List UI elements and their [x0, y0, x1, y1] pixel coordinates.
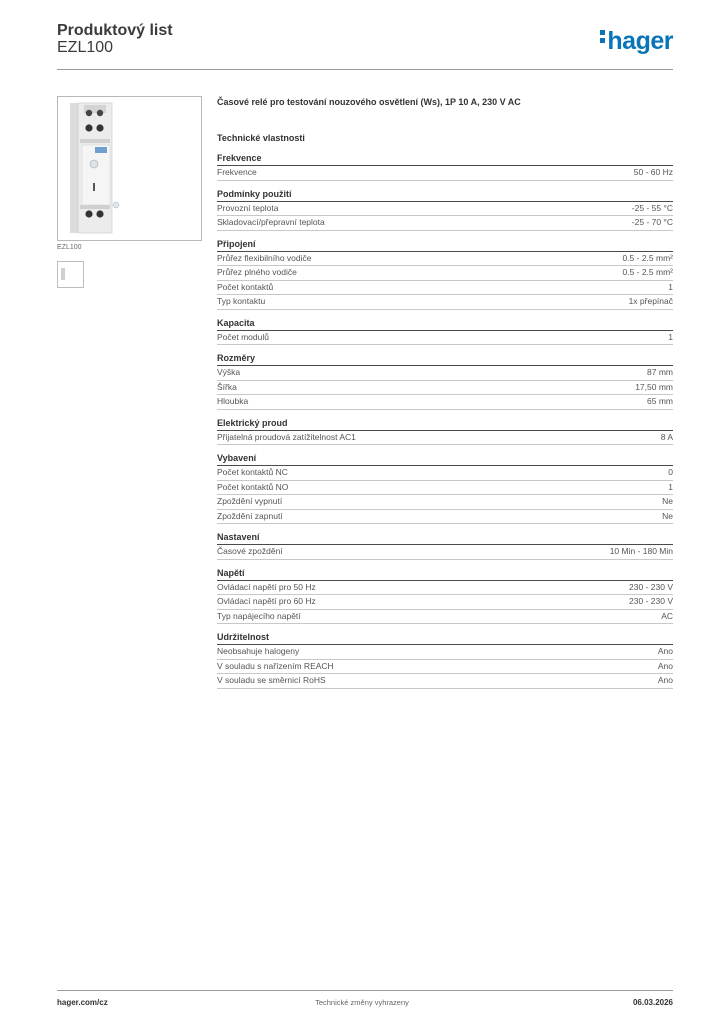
spec-group [217, 352, 673, 410]
spec-group-title: Udržitelnost [217, 631, 673, 645]
spec-label: Výška [217, 367, 241, 377]
page-header [57, 20, 673, 70]
spec-group-title: Kapacita [217, 317, 673, 331]
spec-value: Ano [657, 675, 673, 685]
spec-label: Počet modulů [217, 331, 269, 342]
spec-row [217, 252, 673, 267]
spec-label: Zpoždění vypnutí [217, 496, 283, 506]
spec-label: Průřez flexibilního vodiče [217, 252, 312, 263]
spec-row [217, 381, 673, 396]
spec-group-title: Nastavení [217, 531, 673, 545]
relay-device-icon [66, 101, 126, 235]
spec-value: 65 mm [647, 396, 673, 406]
spec-group [217, 452, 673, 524]
spec-row [217, 202, 673, 217]
spec-label: Časové zpoždění [217, 546, 283, 556]
thumbnail-icon [61, 268, 65, 280]
spec-value: 8 A [660, 431, 673, 442]
spec-row [217, 481, 673, 496]
spec-value: 17,50 mm [635, 381, 673, 392]
logo-text: hager [607, 27, 673, 55]
spec-value: Ne [662, 496, 673, 506]
spec-row [217, 610, 673, 625]
spec-group [217, 317, 673, 346]
spec-row [217, 495, 673, 510]
spec-value: 1x přepínač [628, 296, 673, 306]
spec-group-title: Podmínky použití [217, 188, 673, 202]
hager-logo [600, 27, 673, 56]
logo-colon-icon [600, 38, 605, 43]
spec-label: Provozní teplota [217, 202, 279, 213]
spec-row [217, 295, 673, 310]
spec-value: 230 - 230 V [629, 581, 673, 592]
spec-label: Zpoždění zapnutí [217, 510, 283, 521]
spec-row [217, 595, 673, 610]
spec-label: Frekvence [217, 167, 257, 177]
spec-label: Počet kontaktů [217, 281, 274, 292]
spec-label: Typ napájecího napětí [217, 610, 301, 621]
page-title: Produktový list [57, 22, 173, 39]
spec-value: Ano [657, 646, 673, 656]
spec-group [217, 531, 673, 560]
spec-group [217, 631, 673, 689]
spec-groups [217, 152, 673, 689]
spec-row [217, 645, 673, 660]
spec-group [217, 417, 673, 446]
spec-value: AC [661, 610, 673, 621]
spec-row [217, 466, 673, 481]
spec-row [217, 216, 673, 231]
spec-row [217, 674, 673, 689]
spec-value: 1 [668, 481, 673, 492]
spec-group-title: Vybavení [217, 452, 673, 466]
spec-value: -25 - 70 °C [631, 217, 673, 227]
spec-value: 230 - 230 V [629, 596, 673, 606]
spec-label: Přijatelná proudová zatížitelnost AC1 [217, 431, 356, 442]
spec-group-title: Připojení [217, 238, 673, 252]
spec-group [217, 152, 673, 181]
header-divider [57, 69, 673, 70]
specs-heading: Technické vlastnosti [217, 133, 305, 143]
spec-label: Hloubka [217, 396, 249, 406]
spec-row [217, 431, 673, 446]
product-thumbnail[interactable] [57, 261, 84, 288]
spec-label: Počet kontaktů NO [217, 481, 289, 492]
spec-value: Ano [657, 660, 673, 671]
spec-value: -25 - 55 °C [631, 202, 673, 213]
spec-value: Ne [662, 510, 673, 521]
footer-disclaimer: Technické změny vyhrazeny [315, 998, 409, 1007]
spec-label: Šířka [217, 381, 237, 392]
spec-label: Skladovací/přepravní teplota [217, 217, 325, 227]
spec-label: V souladu s nařízením REACH [217, 660, 334, 671]
spec-value: 0 [668, 467, 673, 477]
spec-label: Typ kontaktu [217, 296, 266, 306]
spec-label: Ovládací napětí pro 50 Hz [217, 581, 316, 592]
spec-group-title: Rozměry [217, 352, 673, 366]
spec-group-title: Frekvence [217, 152, 673, 166]
spec-group [217, 567, 673, 625]
product-image-box [57, 96, 202, 241]
spec-value: 50 - 60 Hz [633, 167, 673, 177]
footer-website: hager.com/cz [57, 998, 108, 1007]
product-image-label: EZL100 [57, 244, 82, 251]
spec-row [217, 545, 673, 560]
spec-group [217, 238, 673, 310]
spec-label: Průřez plného vodiče [217, 267, 297, 277]
footer-divider [57, 990, 673, 991]
spec-value: 1 [668, 331, 673, 342]
spec-row [217, 266, 673, 281]
spec-sheet [217, 96, 673, 689]
spec-label: Neobsahuje halogeny [217, 646, 300, 656]
spec-label: Ovládací napětí pro 60 Hz [217, 596, 316, 606]
product-description: Časové relé pro testování nouzového osvětlení (Ws), 1P 10 A, 230 V AC [217, 97, 521, 107]
spec-value: 10 Min - 180 Min [609, 546, 673, 556]
spec-group-title: Napětí [217, 567, 673, 581]
spec-row [217, 281, 673, 296]
spec-row [217, 660, 673, 675]
spec-label: Počet kontaktů NC [217, 467, 288, 477]
spec-row [217, 331, 673, 346]
spec-value: 0.5 - 2.5 mm² [622, 267, 673, 277]
spec-row [217, 395, 673, 410]
spec-value: 87 mm [647, 367, 673, 377]
spec-row [217, 166, 673, 181]
spec-row [217, 366, 673, 381]
spec-group-title: Elektrický proud [217, 417, 673, 431]
footer-date: 06.03.2026 [632, 998, 673, 1007]
spec-group [217, 188, 673, 231]
spec-value: 0.5 - 2.5 mm² [622, 252, 673, 263]
product-code: EZL100 [57, 39, 114, 56]
spec-row [217, 510, 673, 525]
spec-row [217, 581, 673, 596]
spec-value: 1 [668, 281, 673, 292]
spec-label: V souladu se směrnicí RoHS [217, 675, 326, 685]
